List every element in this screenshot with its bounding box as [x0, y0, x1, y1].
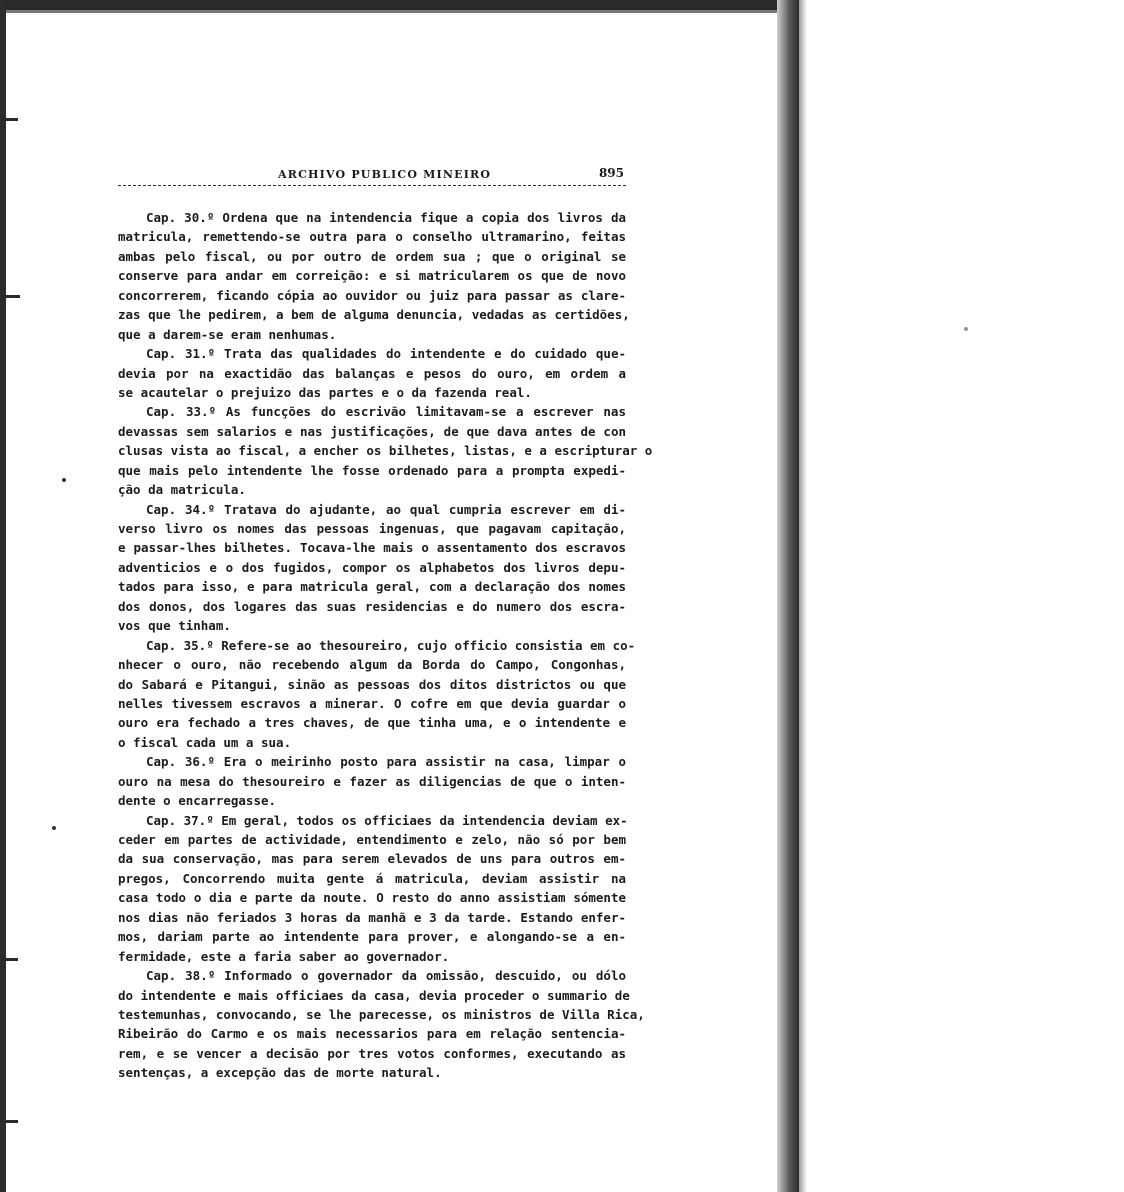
paragraph	[118, 636, 636, 753]
scan-page-edge	[777, 0, 799, 1192]
paragraph	[118, 500, 626, 636]
text-line: Cap. 30.º Ordena que na intendencia fique a copia dos livros da	[146, 210, 626, 225]
text-line: rem, e se vencer a decisão por tres votos conformes, executando as	[118, 1045, 626, 1061]
scan-tick-mark	[0, 295, 20, 298]
scan-speck	[62, 478, 66, 482]
paragraph	[118, 752, 626, 810]
text-line: nos dias não feriados 3 horas da manhã e 3 da tarde. Estando enfer-	[118, 909, 626, 925]
paragraph	[118, 344, 626, 402]
text-line: da sua conservação, mas para serem elevados de uns para outros em-	[118, 851, 626, 867]
scan-speck	[52, 826, 56, 830]
text-line: devassas sem salarios e nas justificações, de que dava antes de con	[118, 423, 626, 439]
scan-tick-mark	[0, 1120, 18, 1123]
text-line: dente o encarregasse.	[118, 793, 277, 809]
text-line: Cap. 36.º Era o meirinho posto para assistir na casa, limpar o	[146, 754, 626, 770]
scan-tick-mark	[0, 118, 18, 121]
text-line: do Sabará e Pitangui, sinão as pessoas dos ditos districtos ou que	[118, 676, 626, 692]
scan-top-border-shadow	[0, 10, 790, 13]
text-line: devia por na exactidão das balanças e pesos do ouro, em ordem a	[118, 365, 626, 381]
paragraph	[118, 208, 630, 344]
scan-page-edge-shadow	[799, 0, 807, 1192]
text-line: sentenças, a excepção das de morte natural.	[118, 1065, 442, 1081]
text-line: Ribeirão do Carmo e os mais necessarios para em relação sentencia-	[118, 1026, 626, 1042]
text-line: Cap. 38.º Informado o governador da omissão, descuido, ou dólo	[146, 968, 626, 984]
text-line: se acautelar o prejuizo das partes e o da fazenda real.	[118, 384, 532, 400]
page-number: 895	[598, 166, 624, 180]
text-line: o fiscal cada um a sua.	[118, 734, 292, 750]
text-line: matricula, remettendo-se outra para o conselho ultramarino, feitas	[118, 229, 626, 245]
paragraph	[118, 402, 653, 499]
text-line: tados para isso, e para matricula geral, com a declaração dos nomes	[118, 579, 626, 595]
text-line: clusas vista ao fiscal, a encher os bilhetes, listas, e a escripturar o	[118, 443, 653, 459]
text-line: casa todo o dia e parte da noute. O resto do anno assistiam sómente	[118, 890, 626, 906]
header-rule	[118, 185, 626, 186]
text-line: nhecer o ouro, não recebendo algum da Borda do Campo, Congonhas,	[118, 657, 626, 673]
text-line: ambas pelo fiscal, ou por outro de ordem sua ; que o original se	[118, 248, 626, 264]
body-text	[118, 208, 653, 1083]
text-line: zas que lhe pedirem, a bem de alguma denuncia, vedadas as certidões,	[118, 307, 630, 323]
text-line: nelles tivessem escravos a minerar. O cofre em que devia guardar o	[118, 695, 626, 711]
paragraph	[118, 811, 626, 967]
text-line: Cap. 33.º As funcções do escrivão limitavam-se a escrever nas	[146, 404, 626, 420]
running-header-title: ARCHIVO PUBLICO MINEIRO	[278, 168, 492, 181]
scan-tick-mark	[0, 958, 18, 961]
text-line: ouro era fechado a tres chaves, de que tinha uma, e o intendente e	[118, 715, 626, 731]
text-line: adventicios e o dos fugidos, compor os alphabetos dos livros depu-	[118, 559, 626, 575]
text-line: conserve para andar em correição: e si matricularem os que de novo	[118, 268, 626, 284]
text-line: ouro na mesa do thesoureiro e fazer as diligencias de que o inten-	[118, 773, 626, 789]
text-line: ção da matricula.	[118, 482, 246, 498]
text-line: dos donos, dos logares das suas residencias e do numero dos escra-	[118, 598, 626, 614]
text-line: Cap. 31.º Trata das qualidades do intendente e do cuidado que-	[146, 346, 626, 362]
scan-speck	[964, 327, 968, 331]
text-line: vos que tinham.	[118, 618, 231, 634]
text-line: e passar-lhes bilhetes. Tocava-lhe mais o assentamento dos escravos	[118, 540, 626, 556]
scan-left-border	[0, 0, 6, 1192]
text-line: Cap. 35.º Refere-se ao thesoureiro, cujo officio consistia em co-	[146, 637, 636, 653]
text-line: verso livro os nomes das pessoas ingenuas, que pagavam capitação,	[118, 521, 626, 536]
text-line: do intendente e mais officiaes da casa, devia proceder o summario de	[118, 987, 630, 1003]
text-line: ceder em partes de actividade, entendimento e zelo, não só por bem	[118, 832, 626, 847]
text-line: mos, dariam parte ao intendente para prover, e alongando-se a en-	[118, 929, 626, 945]
text-line: pregos, Concorrendo muita gente á matricula, deviam assistir na	[118, 870, 626, 886]
text-line: fermidade, este a faria saber ao governador.	[118, 948, 450, 964]
text-line: testemunhas, convocando, se lhe parecesse, os ministros de Villa Rica,	[118, 1006, 645, 1022]
running-header	[118, 166, 626, 186]
text-line: Cap. 34.º Tratava do ajudante, ao qual cumpria escrever em di-	[146, 501, 626, 517]
text-line: Cap. 37.º Em geral, todos os officiaes da intendencia deviam ex-	[146, 812, 628, 828]
scan-top-border	[0, 0, 790, 10]
paragraph	[118, 966, 645, 1083]
text-line: que a darem-se eram nenhumas.	[118, 326, 337, 342]
text-line: que mais pelo intendente lhe fosse ordenado para a prompta expedi-	[118, 462, 626, 478]
text-line: concorrerem, ficando cópia ao ouvidor ou juiz para passar as clare-	[118, 287, 626, 303]
